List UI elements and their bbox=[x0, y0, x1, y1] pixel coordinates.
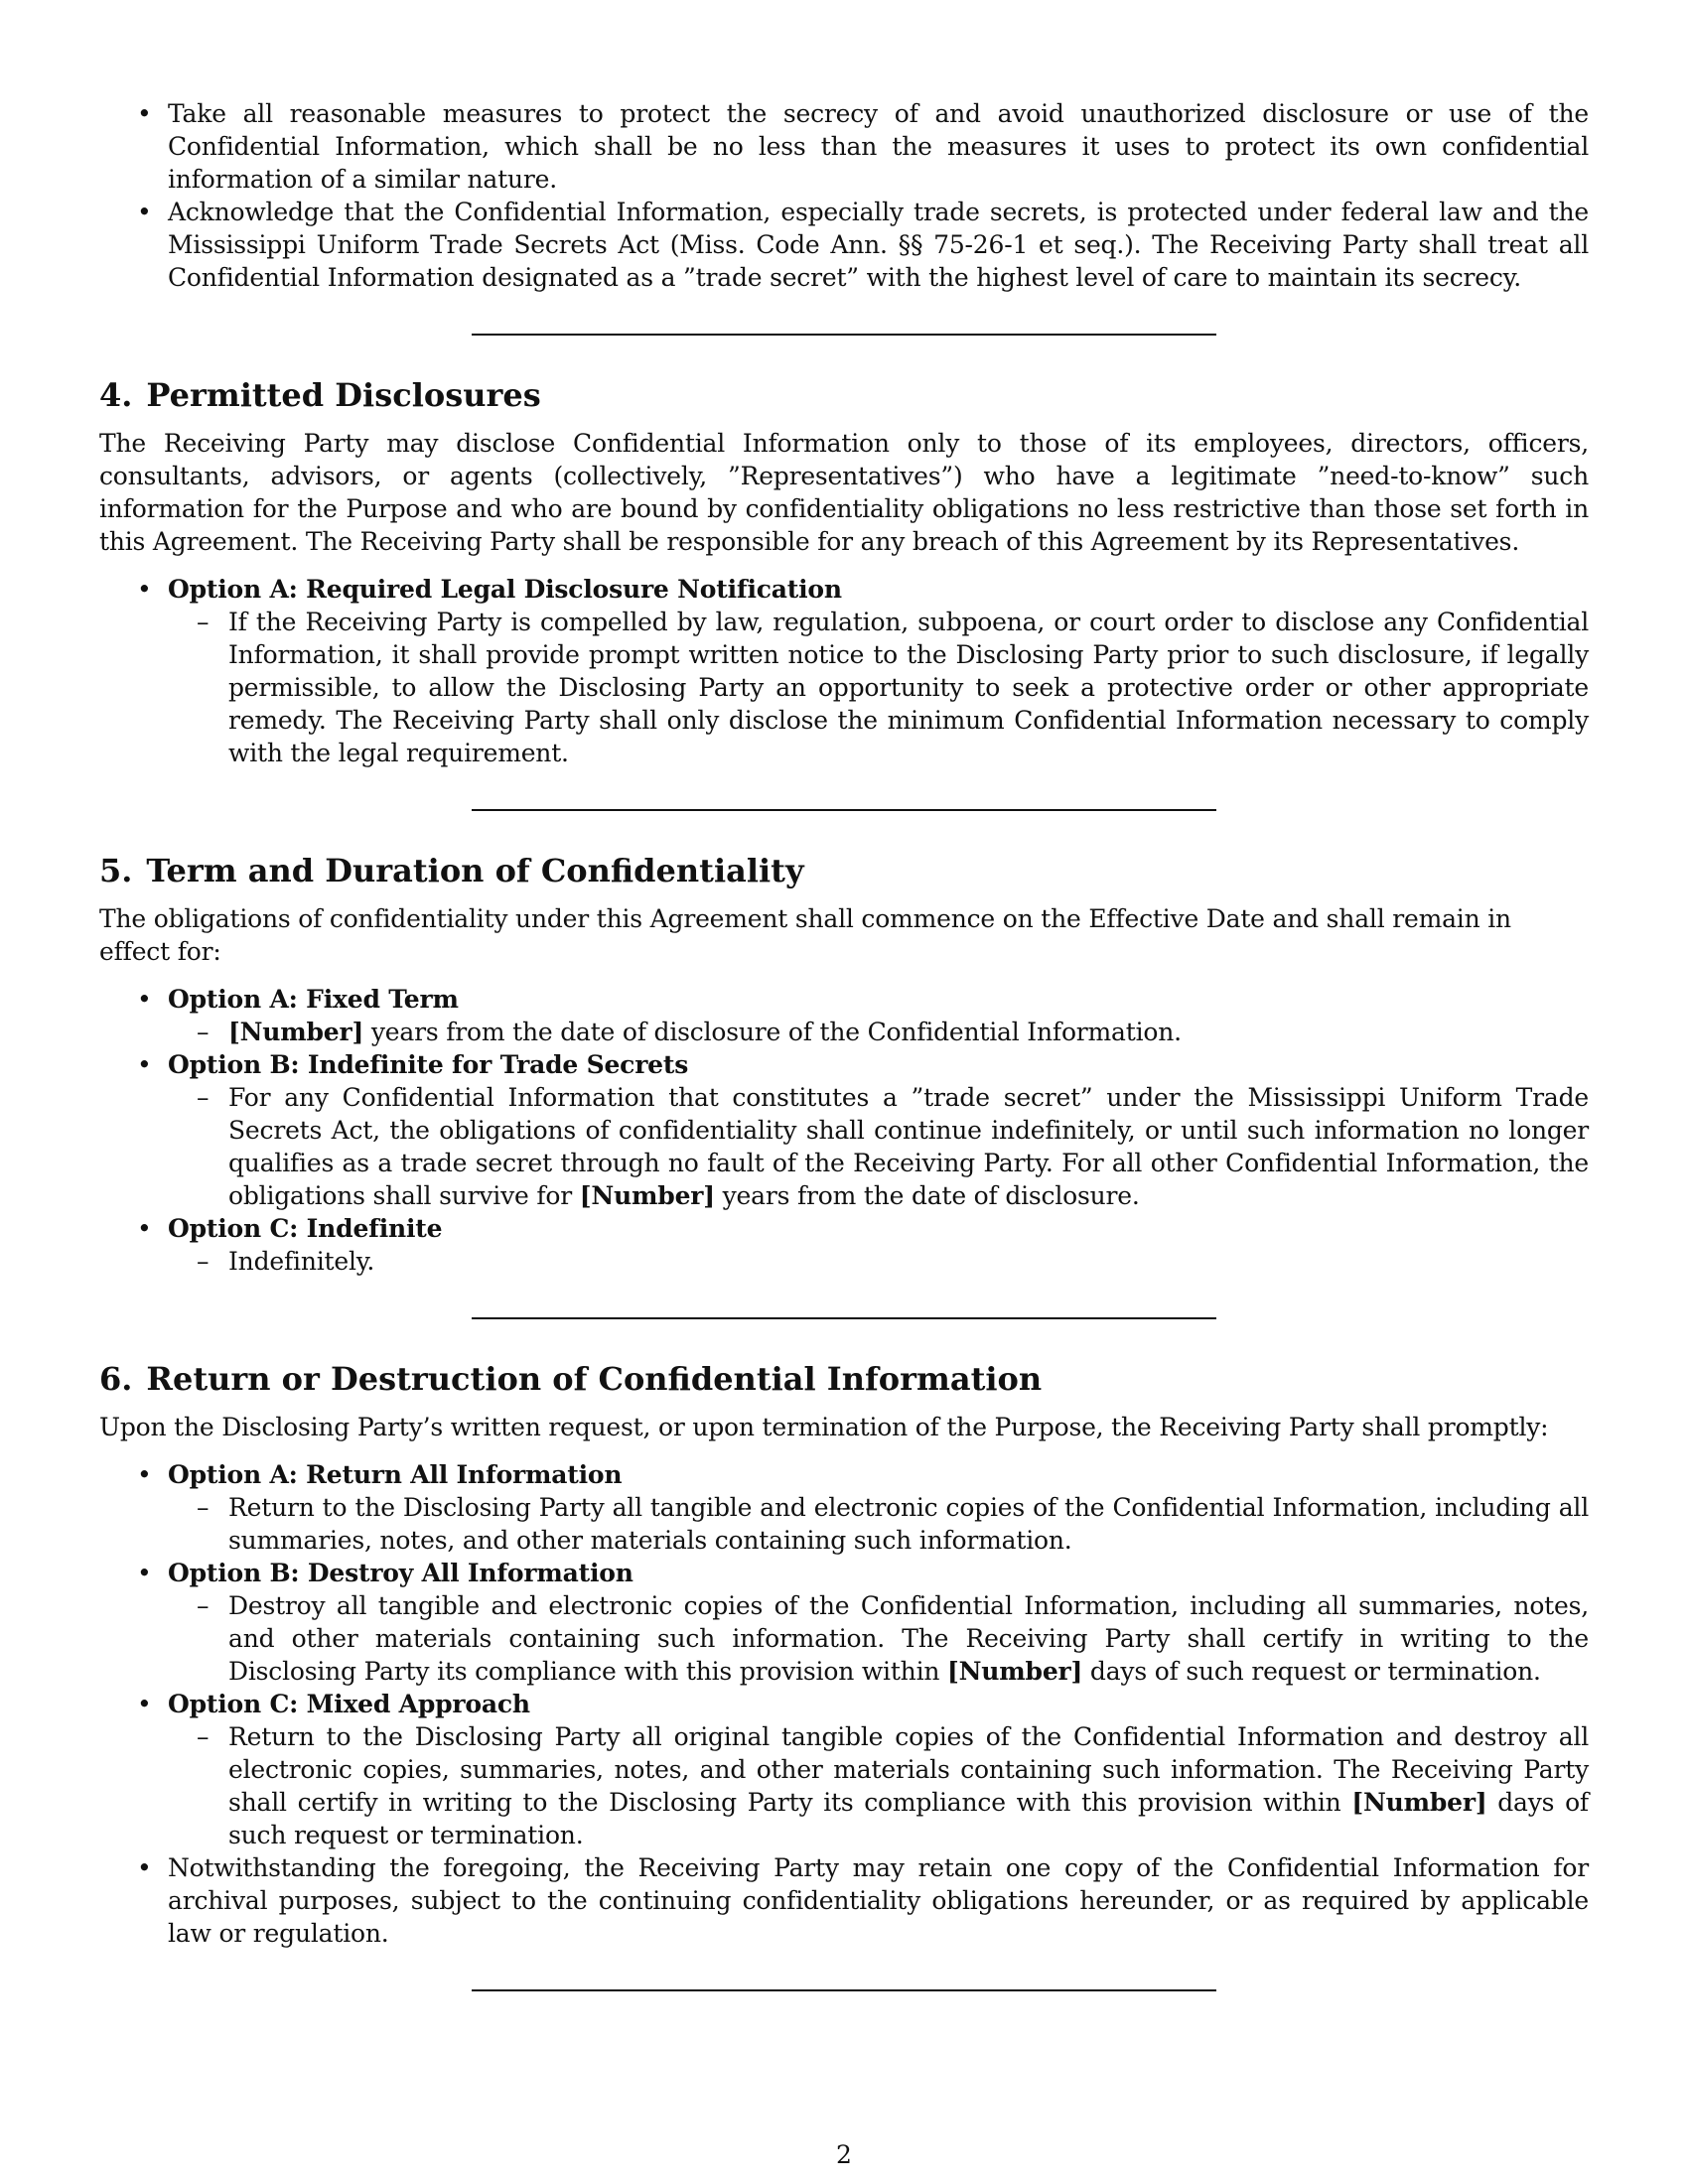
section-heading-5 bbox=[99, 851, 1589, 890]
list-item bbox=[168, 1491, 1589, 1557]
section-5-options bbox=[99, 983, 1589, 1278]
number-placeholder: [Number] bbox=[228, 1018, 364, 1046]
number-placeholder: [Number] bbox=[1351, 1788, 1487, 1817]
list-item bbox=[168, 1720, 1589, 1851]
list-item bbox=[168, 1016, 1589, 1048]
option-b-details bbox=[168, 1081, 1589, 1212]
section-6-intro: Upon the Disclosing Party’s written request, or upon termination of the Purpose, the Receiving Party shall promptly: bbox=[99, 1413, 1549, 1441]
option-title: • Option A: Required Legal Disclosure Notification bbox=[168, 575, 842, 604]
option-c-details bbox=[168, 1720, 1589, 1851]
option-a bbox=[99, 983, 1589, 1048]
option-title: • Option B: Destroy All Information bbox=[168, 1559, 633, 1587]
section-title: Term and Duration of Confidentiality bbox=[146, 852, 804, 889]
option-a bbox=[99, 1458, 1589, 1557]
option-text: Indefinitely. bbox=[228, 1247, 375, 1276]
option-title: • Option C: Mixed Approach bbox=[168, 1690, 530, 1718]
number-placeholder: [Number] bbox=[579, 1181, 715, 1210]
retention-text: Notwithstanding the foregoing, the Receiving Party may retain one copy of the Confidential Information for archival purposes, subject to the continuing confidentiality obligations hereunder, or as required by applicable law or regulation. bbox=[168, 1853, 1589, 1948]
section-5-intro: The obligations of confidentiality under this Agreement shall commence on the Effective Date and shall remain in effect for: bbox=[99, 904, 1511, 966]
list-item bbox=[99, 97, 1589, 196]
option-a bbox=[99, 573, 1589, 769]
top-bullet-list bbox=[99, 97, 1589, 294]
list-item bbox=[168, 1245, 1589, 1278]
bullet-text: Acknowledge that the Confidential Information, especially trade secrets, is protected under federal law and the Mississippi Uniform Trade Secrets Act (Miss. Code Ann. §§ 75-26-1 et seq.). The Receiving Party shall treat all Confidential Information designated as a ”trade secret” with the highest level of care to maintain its secrecy. bbox=[168, 198, 1589, 292]
section-divider bbox=[472, 334, 1216, 336]
page-number: 2 bbox=[836, 2140, 852, 2169]
list-item bbox=[99, 196, 1589, 294]
option-a-details bbox=[168, 606, 1589, 769]
option-text: Return to the Disclosing Party all tangible and electronic copies of the Confidential Information, including all summaries, notes, and other materials containing such information. bbox=[228, 1493, 1589, 1555]
option-c-details bbox=[168, 1245, 1589, 1278]
section-divider bbox=[472, 809, 1216, 811]
option-text: For any Confidential Information that constitutes a ”trade secret” under the Mississippi Uniform Trade Secrets Act, the obligations of confidentiality shall continue indefinitely, or until such information no longer qualifies as a trade secret through no fault of the Receiving Party. For all other Confidential Information, the obligations shall survive for bbox=[228, 1083, 1589, 1210]
option-title: • Option A: Return All Information bbox=[168, 1460, 623, 1489]
section-number: 4. bbox=[99, 376, 133, 414]
option-title: • Option B: Indefinite for Trade Secrets bbox=[168, 1050, 689, 1079]
section-heading-6 bbox=[99, 1359, 1589, 1399]
option-b-details bbox=[168, 1589, 1589, 1688]
number-placeholder: [Number] bbox=[947, 1657, 1083, 1686]
option-text: years from the date of disclosure of the Confidential Information. bbox=[363, 1018, 1182, 1046]
option-b bbox=[99, 1557, 1589, 1688]
list-item bbox=[168, 1589, 1589, 1688]
option-text: Destroy all tangible and electronic copies of the Confidential Information, including all summaries, notes, and other materials containing such information. The Receiving Party shall certify in writing to the Disclosing Party its compliance with this provision within bbox=[228, 1591, 1589, 1686]
section-divider bbox=[472, 1989, 1216, 1991]
section-4-intro: The Receiving Party may disclose Confidential Information only to those of its employees, directors, officers, consultants, advisors, or agents (collectively, ”Representatives”) who have a legitimate ”need-to-know” such information for the Purpose and who are bound by confidentiality obligations no less restrictive than those set forth in this Agreement. The Receiving Party shall be responsible for any breach of this Agreement by its Representatives. bbox=[99, 429, 1589, 556]
document-page bbox=[99, 97, 1589, 1991]
bullet-text: Take all reasonable measures to protect the secrecy of and avoid unauthorized disclosure or use of the Confidential Information, which shall be no less than the measures it uses to protect its own confidential information of a similar nature. bbox=[168, 99, 1589, 194]
option-b bbox=[99, 1048, 1589, 1212]
option-a-details bbox=[168, 1016, 1589, 1048]
section-6-options bbox=[99, 1458, 1589, 1950]
option-title: • Option A: Fixed Term bbox=[168, 985, 459, 1014]
option-text: Return to the Disclosing Party all original tangible copies of the Confidential Information and destroy all electronic copies, summaries, notes, and other materials containing such information. The Receiving Party shall certify in writing to the Disclosing Party its compliance with this provision within bbox=[228, 1722, 1589, 1817]
option-c bbox=[99, 1212, 1589, 1278]
section-divider bbox=[472, 1317, 1216, 1319]
option-text: years from the date of disclosure. bbox=[714, 1181, 1140, 1210]
option-a-details bbox=[168, 1491, 1589, 1557]
list-item bbox=[168, 606, 1589, 769]
section-number: 5. bbox=[99, 852, 133, 889]
option-text: days of such request or termination. bbox=[228, 1788, 1589, 1849]
option-title: • Option C: Indefinite bbox=[168, 1214, 443, 1243]
retention-clause bbox=[99, 1851, 1589, 1950]
section-number: 6. bbox=[99, 1360, 133, 1398]
list-item bbox=[168, 1081, 1589, 1212]
section-title: Permitted Disclosures bbox=[146, 376, 541, 414]
option-text: days of such request or termination. bbox=[1082, 1657, 1541, 1686]
option-c bbox=[99, 1688, 1589, 1851]
section-title: Return or Destruction of Confidential Information bbox=[146, 1360, 1043, 1398]
section-4-options bbox=[99, 573, 1589, 769]
option-text: If the Receiving Party is compelled by law, regulation, subpoena, or court order to disclose any Confidential Information, it shall provide prompt written notice to the Disclosing Party prior to such disclosure, if legally permissible, to allow the Disclosing Party an opportunity to seek a protective order or other appropriate remedy. The Receiving Party shall only disclose the minimum Confidential Information necessary to comply with the legal requirement. bbox=[228, 608, 1589, 767]
section-heading-4 bbox=[99, 375, 1589, 415]
